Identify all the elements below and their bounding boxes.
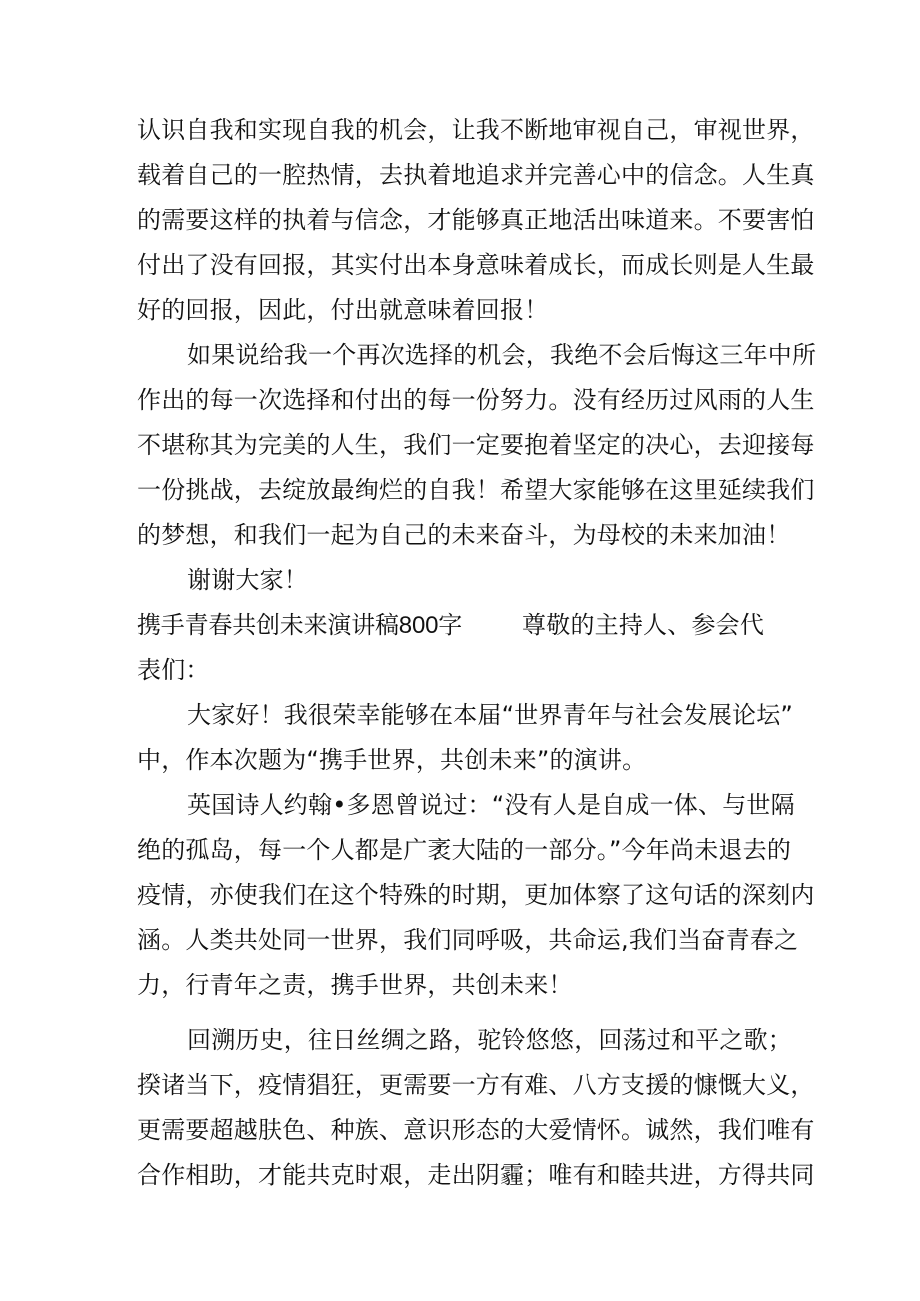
text-line: 回溯历史，往日丝绸之路，驼铃悠悠，回荡过和平之歌； xyxy=(187,1026,792,1054)
paragraph-5 xyxy=(137,1018,815,1198)
text-line: 英国诗人约翰•多恩曾说过：“没有人是自成一体、与世隔 xyxy=(187,791,795,819)
paragraph-2 xyxy=(137,333,817,558)
text-line: 付出了没有回报，其实付出本身意味着成长，而成长则是人生最 xyxy=(137,251,815,279)
text-line: 绝的孤岛，每一个人都是广袤大陆的一部分。”今年尚未退去的 xyxy=(137,836,792,864)
paragraph-3 xyxy=(137,693,797,783)
text-line: 载着自己的一腔热情，去执着地追求并完善心中的信念。人生真 xyxy=(137,161,815,189)
text-line: 一份挑战，去绽放最绚烂的自我！希望大家能够在这里延续我们 xyxy=(137,476,815,504)
text-line: 更需要超越肤色、种族、意识形态的大爱情怀。诚然，我们唯有 xyxy=(137,1116,815,1144)
text-line: 合作相助，才能共克时艰，走出阴霾；唯有和睦共进，方得共同 xyxy=(137,1161,815,1189)
text-line: 中，作本次题为“携手世界，共创未来”的演讲。 xyxy=(137,746,647,774)
text-line: 涵。人类共处同一世界，我们同呼吸，共命运,我们当奋青春之 xyxy=(137,926,799,954)
document-title: 携手青春共创未来演讲稿800字 xyxy=(137,612,463,639)
text-line: 力，行青年之责，携手世界，共创未来！ xyxy=(137,971,573,999)
title-line xyxy=(137,603,797,648)
document-body xyxy=(137,108,817,1198)
text-line: 好的回报，因此，付出就意味着回报！ xyxy=(137,296,549,324)
text-line: 作出的每一次选择和付出的每一份努力。没有经历过风雨的人生 xyxy=(137,386,815,414)
text-line: 不堪称其为完美的人生，我们一定要抱着坚定的决心，去迎接每 xyxy=(137,431,815,459)
thanks-line: 谢谢大家！ xyxy=(187,566,308,594)
text-line: 大家好！我很荣幸能够在本届“世界青年与社会发展论坛” xyxy=(187,701,794,729)
text-line: 的需要这样的执着与信念，才能够真正地活出味道来。不要害怕 xyxy=(137,206,815,234)
salutation-start: 尊敬的主持人、参会代 xyxy=(522,611,765,639)
salutation-end: 表们： xyxy=(137,656,210,684)
text-line: 认识自我和实现自我的机会，让我不断地审视自己，审视世界， xyxy=(137,116,815,144)
text-line: 如果说给我一个再次选择的机会，我绝不会后悔这三年中所 xyxy=(187,341,817,369)
text-line: 揆诸当下，疫情猖狂，更需要一方有难、八方支援的慷慨大义， xyxy=(137,1071,815,1099)
paragraph-1 xyxy=(137,108,815,333)
text-line: 的梦想，和我们一起为自己的未来奋斗，为母校的未来加油！ xyxy=(137,521,791,549)
paragraph-4 xyxy=(137,783,815,1008)
paragraph-gap xyxy=(137,1008,797,1018)
text-line: 疫情，亦使我们在这个特殊的时期，更加体察了这句话的深刻内 xyxy=(137,881,815,909)
